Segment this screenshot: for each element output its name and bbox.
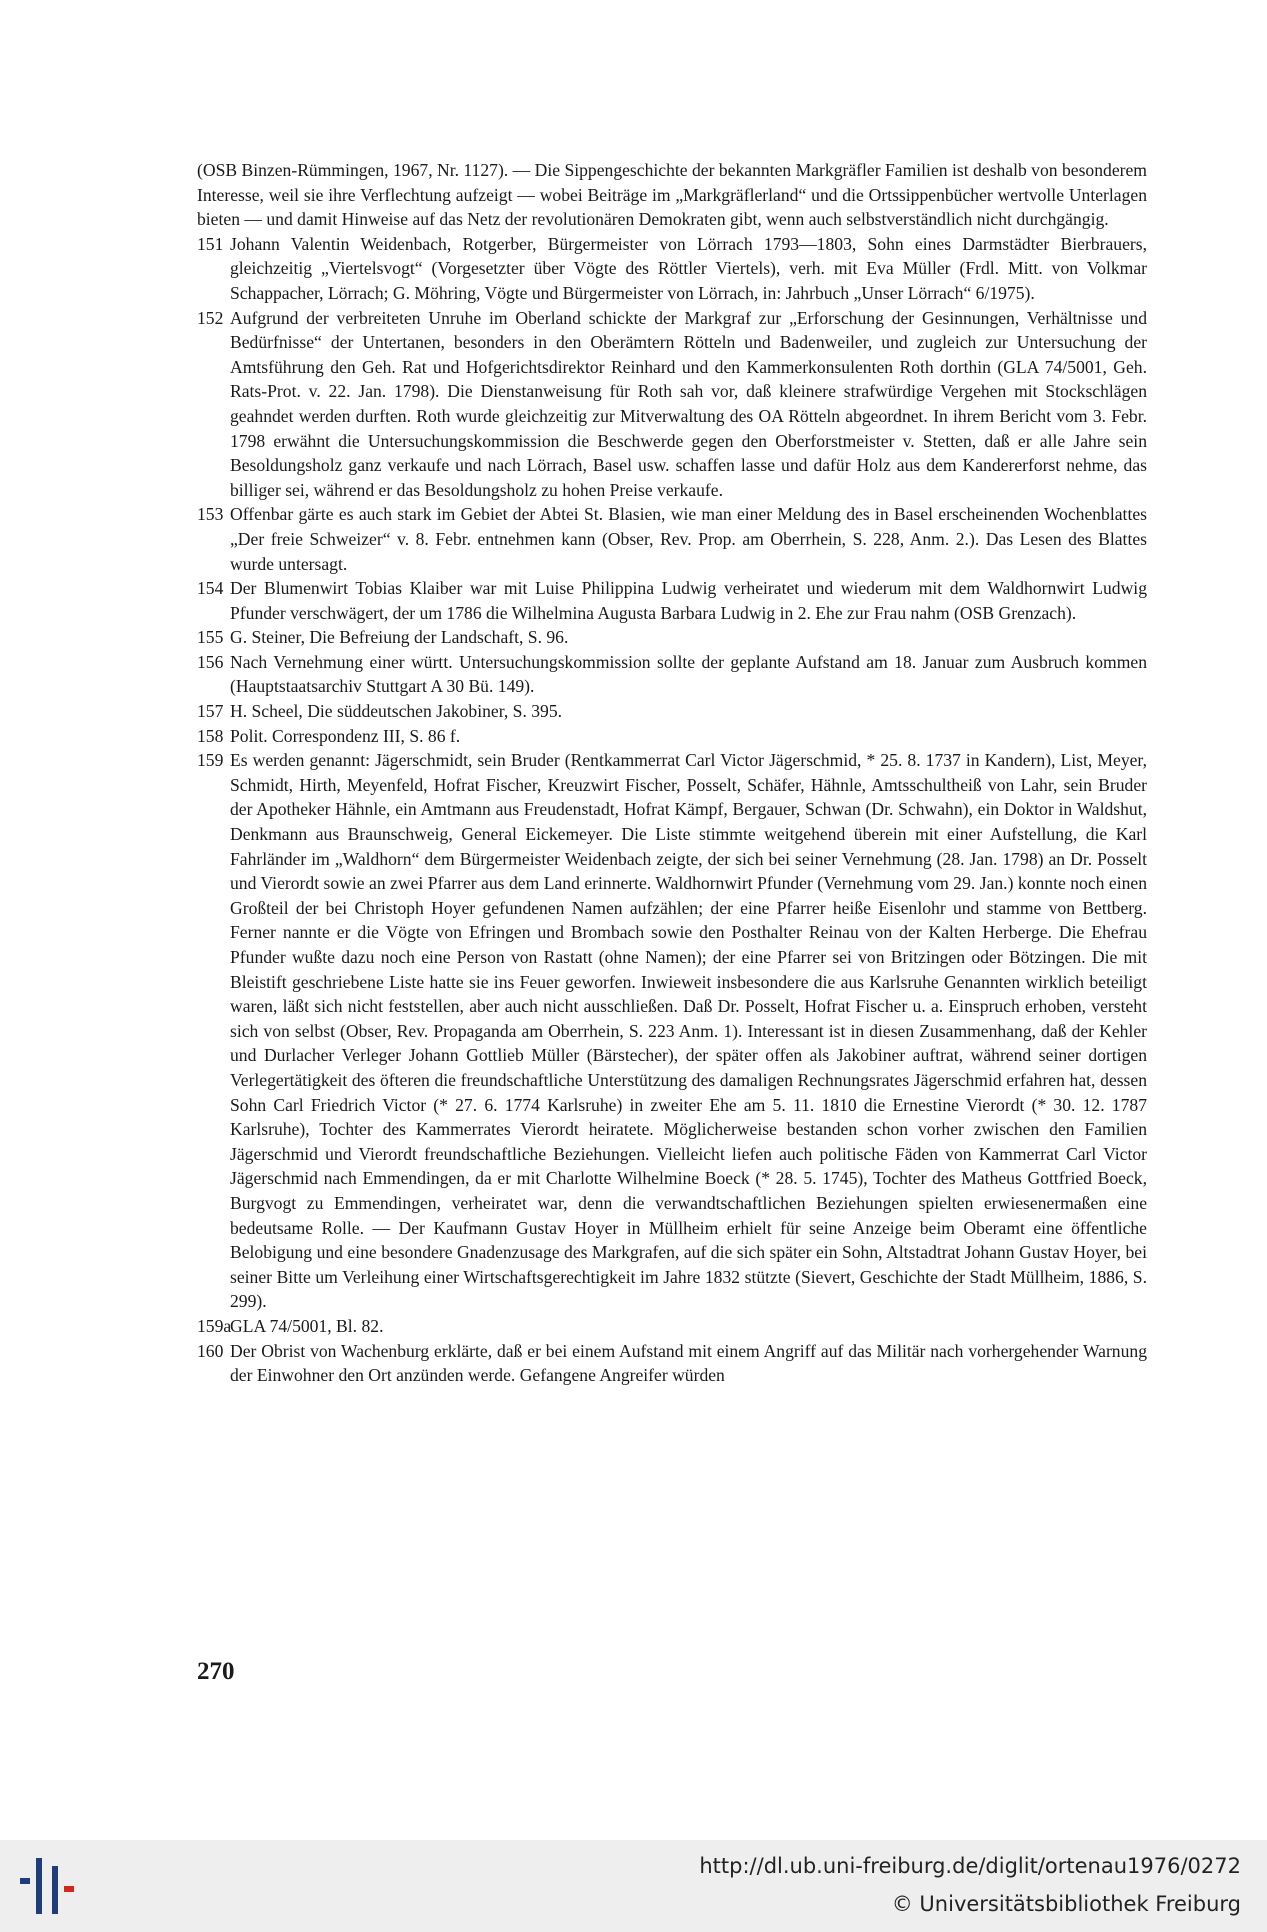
footnote-156 <box>197 650 1147 699</box>
footnote-number: 155 <box>197 627 224 648</box>
footnote-159 <box>197 748 1147 1314</box>
footnote-number: 160 <box>197 1340 224 1361</box>
footnote-number: 159a <box>197 1315 232 1336</box>
footnote-number: 152 <box>197 307 224 328</box>
footnote-text: Der Obrist von Wachenburg erklärte, daß er bei einem Aufstand mit einem Angriff auf das Militär nach vorhergehender Warnung der Einwohner den Ort anzünden werde. Gefangene Angreifer würden <box>230 1340 1147 1386</box>
ub-freiburg-logo-icon[interactable] <box>12 1852 82 1920</box>
footnote-number: 151 <box>197 233 224 254</box>
footnote-157 <box>197 699 1147 724</box>
footnotes-block <box>197 158 1147 1388</box>
intro-paragraph: (OSB Binzen-Rümmingen, 1967, Nr. 1127). — Die Sippengeschichte der bekannten Markgräfler Familien ist deshalb von besonderem Interesse, weil sie ihre Verflechtung aufzeigt — wobei Beiträge im „Markgräflerland“ und die Ortssippenbücher wertvolle Unterlagen bieten — und damit Hinweise auf das Netz der revolutionären Demokraten gibt, wenn auch selbstverständlich nicht durchgängig. <box>197 160 1147 230</box>
footnote-text: H. Scheel, Die süddeutschen Jakobiner, S. 395. <box>230 701 563 722</box>
footnote-158 <box>197 724 1147 749</box>
footnote-text: Aufgrund der verbreiteten Unruhe im Oberland schickte der Markgraf zur „Erforschung der Gesinnungen, Verhältnisse und Bedürfnisse“ der Untertanen, besonders in den Oberämtern Rötteln und Badenweiler, und zugleich zur Untersuchung der Amtsführung den Geh. Rat und Hofgerichtsdirektor Reinhard und den Kammerkonsulenten Roth dorthin (GLA 74/5001, Geh. Rats-Prot. v. 22. Jan. 1798). Die Dienstanweisung für Roth sah vor, daß kleinere strafwürdige Vergehen mit Stockschlägen geahndet werden durften. Roth wurde gleichzeitig zur Mitverwaltung des OA Rötteln abgeordnet. In ihrem Bericht vom 3. Febr. 1798 erwähnt die Untersuchungskommission die Beschwerde gegen den Oberforstmeister v. Stetten, daß er alle Jahre sein Besoldungsholz ganz verkaufe und nach Lörrach, Basel usw. schaffen lasse und dafür Holz aus dem Kandererforst nehme, das billiger sei, während er das Besoldungsholz zu hohen Preise verkaufe. <box>230 307 1147 500</box>
footnote-text: Nach Vernehmung einer württ. Untersuchungskommission sollte der geplante Aufstand am 18. Januar zum Ausbruch kommen (Hauptstaatsarchiv Stuttgart A 30 Bü. 149). <box>230 651 1147 697</box>
footnote-number: 156 <box>197 651 224 672</box>
footnote-number: 157 <box>197 701 224 722</box>
footnote-160 <box>197 1339 1147 1388</box>
footnote-number: 158 <box>197 725 224 746</box>
page-number: 270 <box>197 1658 235 1685</box>
footnote-number: 153 <box>197 504 224 525</box>
footnote-151 <box>197 232 1147 306</box>
footer-bar <box>0 1840 1267 1932</box>
footnote-text: Offenbar gärte es auch stark im Gebiet der Abtei St. Blasien, wie man einer Meldung des in Basel erscheinenden Wochenblattes „Der freie Schweizer“ v. 8. Febr. entnehmen kann (Obser, Rev. Prop. am Oberrhein, S. 228, Anm. 2.). Das Lesen des Blattes wurde untersagt. <box>230 504 1147 574</box>
footnote-text: Johann Valentin Weidenbach, Rotgerber, Bürgermeister von Lörrach 1793—1803, Sohn eines Darmstädter Bierbrauers, gleichzeitig „Viertelsvogt“ (Vorgesetzter über Vögte des Röttler Viertels), verh. mit Eva Müller (Frdl. Mitt. von Volkmar Schappacher, Lörrach; G. Möhring, Vögte und Bürgermeister von Lörrach, in: Jahrbuch „Unser Lörrach“ 6/1975). <box>230 233 1147 303</box>
footnote-number: 154 <box>197 578 224 599</box>
footnote-159a <box>197 1314 1147 1339</box>
footnote-155 <box>197 625 1147 650</box>
footnote-text: Der Blumenwirt Tobias Klaiber war mit Luise Philippina Ludwig verheiratet und wiederum mit dem Waldhornwirt Ludwig Pfunder verschwägert, der um 1786 die Wilhelmina Augusta Barbara Ludwig in 2. Ehe zur Frau nahm (OSB Grenzach). <box>230 578 1147 623</box>
footnote-number: 159 <box>197 750 224 771</box>
footnote-154 <box>197 576 1147 625</box>
footnote-text: Es werden genannt: Jägerschmidt, sein Bruder (Rentkammerrat Carl Victor Jägerschmid, * 25. 8. 1737 in Kandern), List, Meyer, Schmidt, Hirth, Meyenfeld, Hofrat Fischer, Kreuzwirt Fischer, Posselt, Schäfer, Hähnle, Amtsschultheiß von Lahr, sein Bruder der Apotheker Hähnle, ein Amtmann aus Freudenstadt, Hofrat Kämpf, Bergauer, Schwan (Dr. Schwahn), ein Doktor in Waldshut, Denkmann aus Braunschweig, General Eickemeyer. Die Liste stimmte weitgehend überein mit einer Aufstellung, die Karl Fahrländer im „Waldhorn“ dem Bürgermeister Weidenbach zeigte, der sich bei seiner Vernehmung (28. Jan. 1798) an Dr. Posselt und Vierordt sowie an zwei Pfarrer aus dem Land erinnerte. Waldhornwirt Pfunder (Vernehmung vom 29. Jan.) konnte noch einen Großteil der bei Christoph Hoyer gefundenen Namen aufzählen; der eine Pfarrer heiße Eisenlohr und stamme von Bettberg. Ferner nannte er die Vögte von Efringen und Brombach sowie den Posthalter Reinau von der Kalten Herberge. Die Ehefrau Pfunder wußte dazu noch eine Person von Rastatt (ohne Namen); der eine Pfarrer sei von Britzingen oder Bötzingen. Die mit Bleistift geschriebene Liste hatte sie ins Feuer geworfen. Inwieweit insbesondere die aus Karlsruhe Genannten wirklich beteiligt waren, läßt sich nicht feststellen, aber auch nicht ausschließen. Daß Dr. Posselt, Hofrat Fischer u. a. Einspruch erhoben, versteht sich von selbst (Obser, Rev. Propaganda am Oberrhein, S. 223 Anm. 1). Interessant ist in diesen Zusammenhang, daß der Kehler und Durlacher Verleger Johann Gottlieb Müller (Bärstecher), der später offen als Jakobiner auftrat, während seiner dortigen Verlegertätigkeit des öfteren die freundschaftliche Unterstützung des damaligen Rechnungsrates Jägerschmid erfahren hat, dessen Sohn Carl Friedrich Victor (* 27. 6. 1774 Karlsruhe) in zweiter Ehe am 5. 11. 1810 die Ernestine Vierordt (* 30. 12. 1787 Karlsruhe), Tochter des Kammerrates Vierordt heiratete. Möglicherweise bestanden schon vorher zwischen den Familien Jägerschmid und Vierordt freundschaftliche Beziehungen. Vielleicht liefen auch politische Fäden von Kammerrat Carl Victor Jägerschmid nach Emmendingen, da er mit Charlotte Wilhelmine Boeck (* 28. 5. 1745), Tochter des Matheus Gottfried Boeck, Burgvogt zu Emmendingen, verheiratet war, denn die verwandtschaftlichen Beziehungen spielten erwiesenermaßen eine bedeutsame Rolle. — Der Kaufmann Gustav Hoyer in Müllheim erhielt für seine Anzeige beim Oberamt eine öffentliche Belobigung und eine besondere Gnadenzusage des Markgrafen, auf die sich später ein Sohn, Altstadtrat Johann Gustav Hoyer, bei seiner Bitte um Verleihung einer Wirtschaftsgerechtigkeit im Jahre 1832 stützte (Sievert, Geschichte der Stadt Müllheim, 1886, S. 299). <box>230 750 1147 1312</box>
footnote-152 <box>197 306 1147 503</box>
source-url-link[interactable]: http://dl.ub.uni-freiburg.de/diglit/ortenau1976/0272 <box>699 1854 1241 1878</box>
footnote-text: GLA 74/5001, Bl. 82. <box>230 1315 384 1336</box>
footnote-text: Polit. Correspondenz III, S. 86 f. <box>230 725 461 746</box>
footnote-text: G. Steiner, Die Befreiung der Landschaft, S. 96. <box>230 627 569 648</box>
footnote-153 <box>197 502 1147 576</box>
copyright-notice: © Universitätsbibliothek Freiburg <box>891 1892 1241 1916</box>
